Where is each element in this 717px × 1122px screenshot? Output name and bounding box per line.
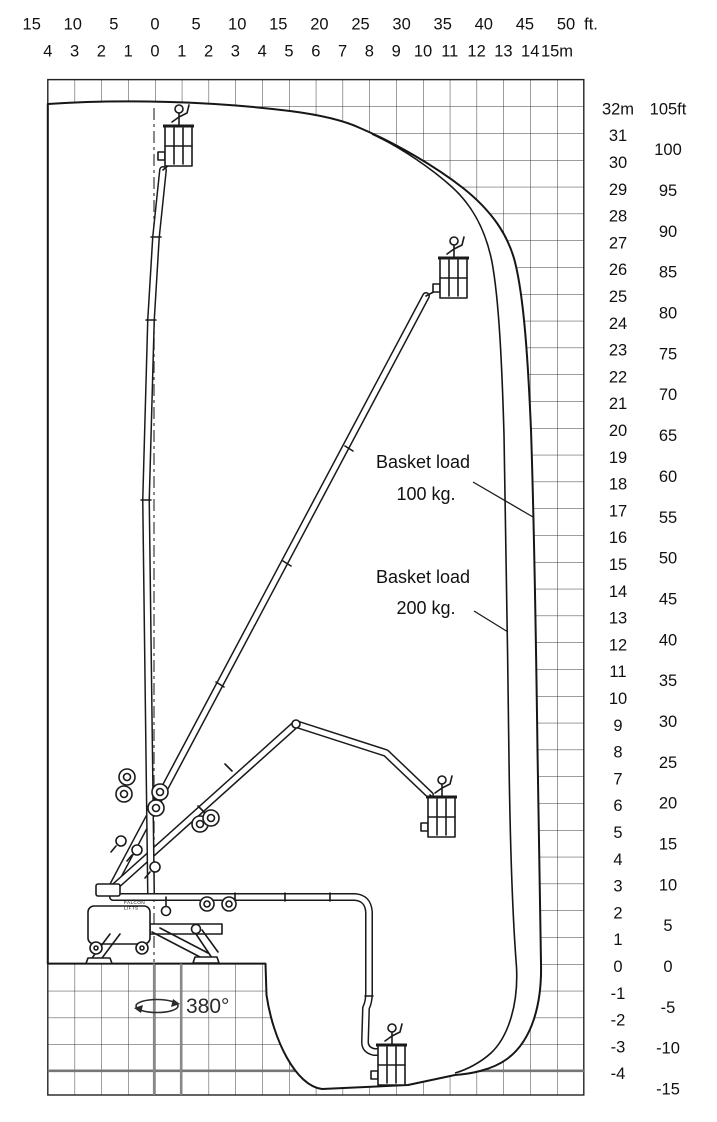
axis-label: 24 [608,314,628,333]
axis-label: 50 [658,549,678,568]
axis-label: 75 [658,345,678,364]
axis-label: 14 [608,582,628,601]
axis-label: 5 [191,15,201,34]
axis-label: 10 [413,42,433,61]
axis-label: 29 [608,180,628,199]
axis-label: 27 [608,234,628,253]
axis-label: 4 [257,42,267,61]
axis-label: 5 [613,823,623,842]
axis-label: 5 [284,42,294,61]
axis-label: 20 [658,794,678,813]
axis-label: 16 [608,529,628,548]
axis-label: 10 [228,15,247,34]
axis-label: 15 [608,555,628,574]
basket-load-100-label-line2: 100 kg. [396,484,456,504]
axis-label: 10 [608,689,628,708]
axis-label: ft. [584,15,598,34]
axis-label: 65 [658,427,678,446]
axis-label: 13 [608,609,628,628]
axis-label: 10 [63,15,82,34]
axis-label: 0 [613,957,623,976]
axis-label: 6 [613,797,623,816]
axis-label: 9 [613,716,623,735]
top-axis-meters [43,42,573,60]
axis-label: 0 [150,15,160,34]
axis-label: 1 [177,42,187,61]
axis-label: -4 [610,1065,626,1084]
foot-left [86,958,112,964]
axis-label: 7 [613,770,623,789]
axis-label: 32m [601,100,635,119]
axis-label: 45 [658,590,678,609]
axis-label: 85 [658,263,678,282]
right-axis-meters [602,100,634,1083]
axis-label: 55 [658,508,678,527]
axis-label: 0 [663,957,673,976]
axis-label: 80 [658,304,678,323]
axis-label: 3 [613,877,623,896]
axis-label: -5 [660,998,676,1017]
axis-label: -2 [610,1011,626,1030]
axis-label: 20 [310,15,329,34]
foot-right [193,957,219,963]
turret [96,884,120,896]
axis-label: 25 [351,15,370,34]
axis-label: 12 [467,42,486,61]
basket-load-100-label-line1: Basket load [375,452,471,472]
axis-label: 7 [338,42,348,61]
axis-label: 4 [613,850,623,869]
hook-icon [162,907,171,916]
axis-label: 19 [608,448,628,467]
axis-label: 12 [608,636,628,655]
axis-label: 40 [474,15,493,34]
right-axis-feet [650,100,687,1098]
axis-label: 11 [609,663,627,682]
axis-label: 13 [494,42,513,61]
axis-label: 2 [204,42,214,61]
body [88,906,150,944]
rotation-label: 380° [186,995,230,1018]
axis-label: 30 [658,712,678,731]
axis-label: 23 [608,341,628,360]
axis-label: 1 [123,42,133,61]
axis-label: -1 [610,984,626,1003]
axis-label: 1 [613,931,623,950]
axis-label: 30 [608,153,628,172]
axis-label: 95 [658,182,678,201]
axis-label: 17 [608,502,628,521]
axis-label: 25 [608,287,628,306]
axis-label: 70 [658,386,678,405]
axis-label: 11 [441,42,459,61]
axis-label: 25 [658,753,678,772]
axis-label: -3 [610,1038,626,1057]
axis-label: 18 [608,475,628,494]
basket-load-200-label-line1: Basket load [375,567,471,587]
axis-label: 6 [311,42,321,61]
axis-label: 22 [608,368,628,387]
axis-label: 2 [96,42,106,61]
axis-label: 0 [150,42,160,61]
axis-label: 90 [658,222,678,241]
axis-label: 20 [608,421,628,440]
basket-load-200-label-line2: 200 kg. [396,598,456,618]
axis-label: 35 [658,672,678,691]
axis-label: 5 [663,917,673,936]
axis-label: 5 [109,15,119,34]
axis-label: 10 [658,876,678,895]
axis-label: -15 [656,1080,680,1099]
top-axis-feet [23,15,598,33]
axis-label: 8 [364,42,374,61]
axis-label: 21 [608,395,628,414]
axis-label: 3 [230,42,240,61]
axis-label: 2 [613,904,623,923]
axis-label: 4 [43,42,53,61]
axis-label: 31 [608,127,628,146]
axis-label: 3 [70,42,80,61]
brand-label-line2: LIFTS [124,906,139,912]
axis-label: 15 [658,835,678,854]
axis-label: 15m [540,42,574,61]
axis-label: 45 [515,15,535,34]
axis-label: 9 [391,42,401,61]
axis-label: 28 [608,207,628,226]
axis-label: 60 [658,467,678,486]
axis-label: 26 [608,261,628,280]
axis-label: 14 [521,42,540,61]
axis-label: 30 [392,15,411,34]
axis-label: 35 [433,15,452,34]
axis-label: -10 [656,1039,680,1058]
brand-label-line1: FALCON [124,901,145,906]
axis-label: 8 [613,743,623,762]
axis-label: 105ft [649,100,687,119]
axis-label: 50 [556,15,576,34]
axis-label: 15 [269,15,288,34]
axis-label: 40 [658,631,678,650]
axis-label: 15 [22,15,41,34]
axis-label: 100 [654,141,682,160]
